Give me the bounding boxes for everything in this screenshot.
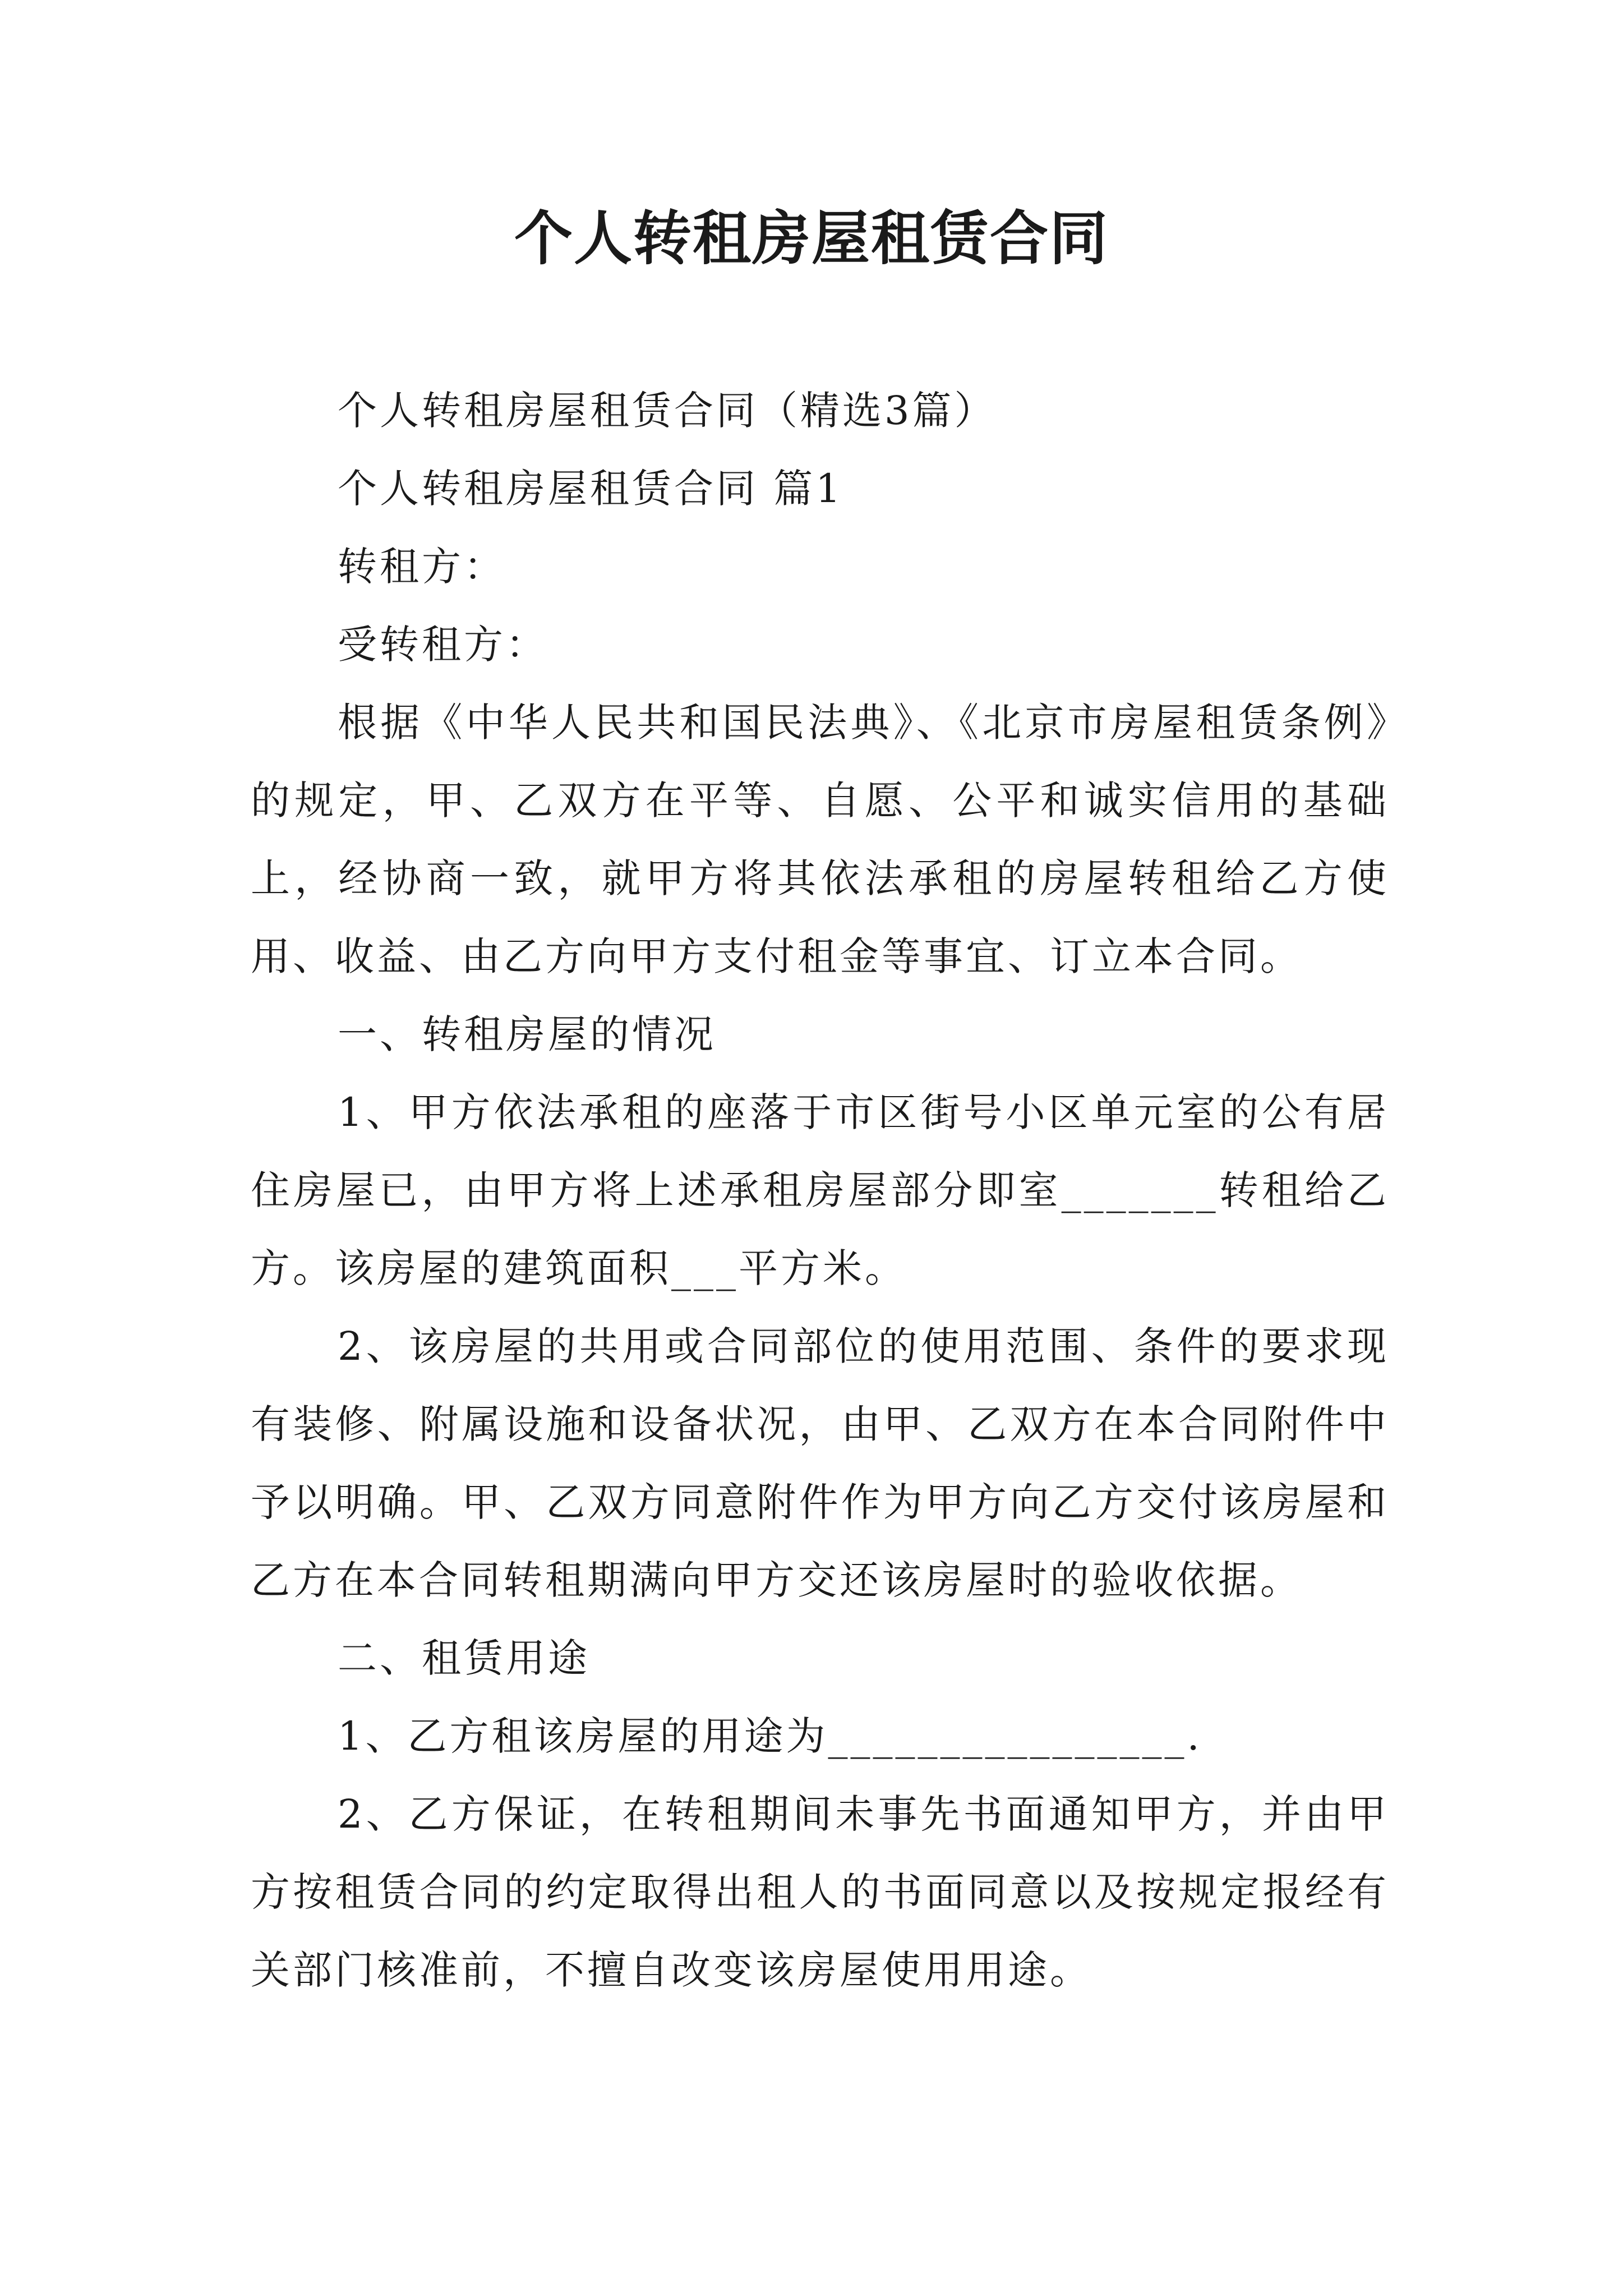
paragraph-clause-2-1: 1、乙方租该房屋的用途为________________. (338, 1713, 1202, 1759)
document-title: 个人转租房屋租赁合同 (514, 204, 1109, 273)
paragraph-sublessee: 受转租方： (338, 622, 548, 668)
paragraph-preamble: 根据《中华人民共和国民法典》、《北京市房屋租赁条例》的规定，甲、乙双方在平等、自愿、公平和诚实信用的基础上，经协商一致，就甲方将其依法承租的房屋转租给乙方使用、收益、由乙方向甲方支付租金等事宜、订立本合同。 (251, 700, 1389, 979)
paragraph-section-heading: 个人转租房屋租赁合同 篇1 (338, 466, 843, 512)
paragraph-clause-1-heading: 一、转租房屋的情况 (338, 1011, 716, 1057)
paragraph-subtitle: 个人转租房屋租赁合同（精选3篇） (338, 388, 997, 434)
paragraph-clause-1-2: 2、该房屋的共用或合同部位的使用范围、条件的要求现有装修、附属设施和设备状况，由甲、乙双方在本合同附件中予以明确。甲、乙双方同意附件作为甲方向乙方交付该房屋和乙方在本合同转租期满向甲方交还该房屋时的验收依据。 (251, 1323, 1389, 1603)
paragraph-clause-1-1: 1、甲方依法承租的座落于市区街号小区单元室的公有居住房屋已，由甲方将上述承租房屋部分即室_______转租给乙方。该房屋的建筑面积___平方米。 (251, 1089, 1389, 1291)
paragraph-clause-2-heading: 二、租赁用途 (338, 1635, 590, 1681)
paragraph-sublessor: 转租方： (338, 544, 506, 590)
document-body (251, 372, 1389, 2009)
paragraph-clause-2-2: 2、乙方保证，在转租期间未事先书面通知甲方，并由甲方按租赁合同的约定取得出租人的书面同意以及按规定报经有关部门核准前，不擅自改变该房屋使用用途。 (251, 1791, 1389, 1993)
